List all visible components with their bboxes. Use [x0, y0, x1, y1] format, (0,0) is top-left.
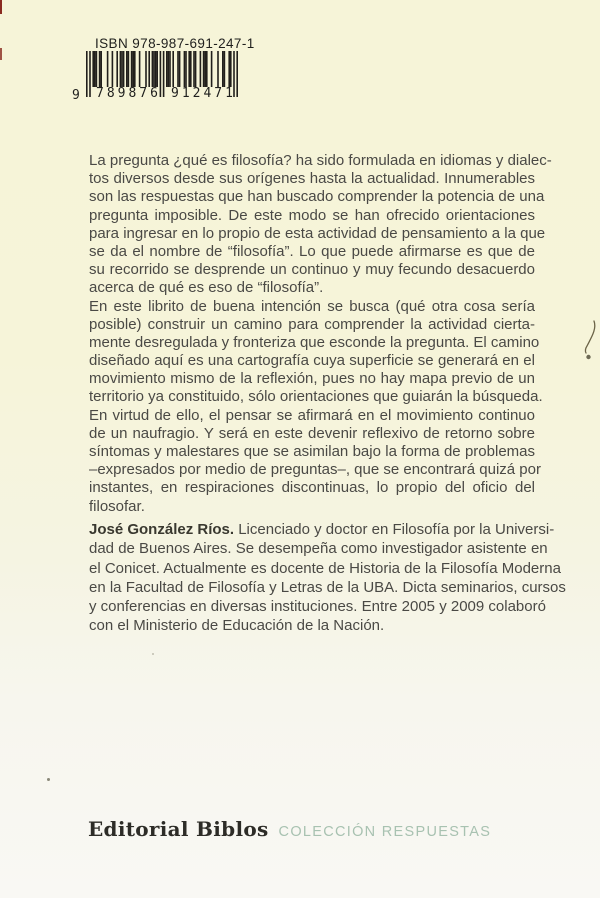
- bio-line: con el Ministerio de Educación de la Nación.: [89, 617, 385, 635]
- synopsis-line: son las respuestas que han buscado comprender la potencia de una: [89, 188, 545, 206]
- bio-line: en la Facultad de Filosofía y Letras de la UBA. Dicta seminarios, cursos: [89, 578, 566, 596]
- synopsis-line: La pregunta ¿qué es filosofía? ha sido formulada en idiomas y dialec-: [89, 152, 552, 169]
- synopsis-line: En virtud de ello, el pensar se afirmará en el movimiento continuo: [89, 406, 535, 424]
- barcode-digits-group1: 789876: [96, 86, 161, 101]
- synopsis-line: posible) construir un camino para comprender la actividad cierta-: [89, 315, 535, 333]
- cover-edge-sliver: [0, 0, 2, 14]
- bio-line-text: Licenciado y doctor en Filosofía por la Universi-: [238, 521, 555, 538]
- synopsis-line: instantes, en respiraciones discontinuas, lo propio del oficio del: [89, 479, 535, 497]
- barcode-digits-group2: 912471: [171, 86, 236, 101]
- synopsis-line: territorio ya constituido, sólo orientaciones que guiarán la búsqueda.: [89, 388, 543, 406]
- bio-line: dad de Buenos Aires. Se desempeña como investigador asistente en: [89, 540, 548, 558]
- synopsis-line: filosofar.: [89, 497, 145, 515]
- synopsis-line: mente desregulada y fronteriza que esconde la pregunta. El camino: [89, 333, 540, 351]
- author-name: José González Ríos.: [89, 521, 235, 538]
- author-bio: [89, 520, 566, 636]
- pen-mark-artifact: [573, 320, 599, 365]
- publisher-footer: [88, 817, 491, 841]
- synopsis-line: tos diversos desde sus orígenes hasta la actualidad. Innumerables: [89, 170, 535, 188]
- synopsis-line: su recorrido se desprende un continuo y muy fecundo desacuerdo: [89, 261, 535, 279]
- synopsis-line: diseñado aquí es una cartografía cuya superficie se generará en el: [89, 352, 535, 370]
- bio-line: [89, 520, 555, 539]
- synopsis-line: pregunta imposible. De este modo se han ofrecido orientaciones: [89, 206, 535, 224]
- isbn-label: ISBN 978-987-691-247-1: [95, 36, 255, 51]
- synopsis-line: se da el nombre de “filosofía”. Lo que puede afirmarse es que de: [89, 242, 535, 260]
- synopsis-line: de un naufragio. Y será en este devenir reflexivo de retorno sobre: [89, 424, 535, 442]
- scan-speck: [47, 778, 50, 781]
- publisher-logo: Editorial Biblos: [88, 817, 269, 841]
- scan-speck: [152, 653, 154, 655]
- synopsis-line: para ingresar en lo propio de esta actividad de pensamiento a la que: [89, 224, 546, 242]
- synopsis-line: –expresados por medio de preguntas–, que se encontrará quizá por: [89, 461, 541, 479]
- bio-line: y conferencias en diversas instituciones. Entre 2005 y 2009 colaboró: [89, 598, 546, 616]
- scan-speck: [512, 160, 514, 162]
- synopsis-line: En este librito de buena intención se busca (qué otra cosa sería: [89, 297, 535, 315]
- synopsis-line: movimiento mismo de la reflexión, pues no hay mapa previo de un: [89, 370, 535, 388]
- synopsis-text: [89, 152, 552, 516]
- synopsis-line: acerca de qué es eso de “filosofía”.: [89, 279, 324, 297]
- collection-name: COLECCIÓN RESPUESTAS: [278, 824, 492, 840]
- barcode-digit-left: 9: [72, 88, 80, 103]
- bio-line: el Conicet. Actualmente es docente de Historia de la Filosofía Moderna: [89, 559, 561, 577]
- synopsis-line: síntomas y malestares que se asimilan bajo la forma de problemas: [89, 443, 535, 460]
- cover-edge-sliver: [0, 48, 2, 60]
